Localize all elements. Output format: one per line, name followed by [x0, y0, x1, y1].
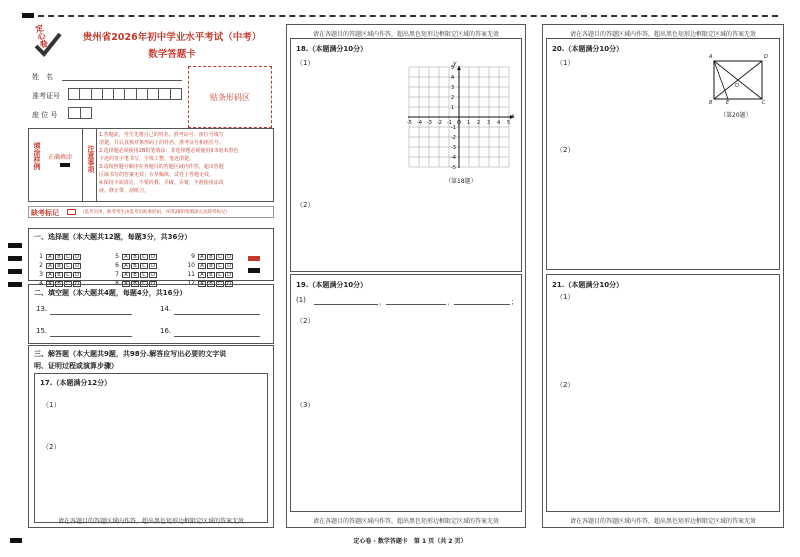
q20-point-label: D [764, 54, 768, 60]
timing-mark [8, 256, 22, 261]
y-tick-label: 2 [451, 95, 455, 101]
missing-note: （监考员用，缺考考生由监考员贴条形码，并用2B铅笔填涂左边缺考标记） [80, 210, 230, 215]
option-bubble[interactable]: D [149, 272, 157, 278]
question-number: 6 [115, 262, 119, 269]
option-bubble[interactable]: C [64, 254, 72, 260]
mc-row [110, 255, 170, 269]
section3-title-2: 明、证明过程或演算步骤） [34, 362, 118, 370]
logo-text: 定心卷 [34, 23, 49, 49]
option-bubble[interactable]: C [140, 254, 148, 260]
q17-part: （1） [42, 401, 61, 409]
note-line: 字迹的签字笔书写，字体工整、笔迹清楚。 [99, 156, 195, 162]
option-bubble[interactable]: D [149, 281, 157, 287]
q19-blank-1[interactable] [314, 304, 378, 305]
option-bubble[interactable]: D [73, 254, 81, 260]
exam-id-boxes[interactable] [68, 88, 182, 100]
option-bubble[interactable]: B [131, 272, 139, 278]
q19-blank-2[interactable] [386, 304, 446, 305]
note-line: 3.请按照题号顺序在各题目的答题区域内作答，超出答题 [99, 164, 224, 170]
mc-row [110, 246, 170, 260]
option-bubble[interactable]: D [73, 263, 81, 269]
section1-title: 一、选择题（本大题共12题，每题3分，共36分） [34, 233, 192, 241]
x-tick-label: -1 [447, 120, 452, 126]
x-tick-label: -5 [407, 120, 412, 126]
blank-answer-line[interactable] [50, 314, 132, 315]
card-title: 贵州省2026年初中学业水平考试（中考） [82, 32, 262, 43]
option-bubble[interactable]: B [55, 263, 63, 269]
top-timing-bar [38, 15, 778, 17]
question-number: 1 [39, 253, 43, 260]
mc-row [186, 246, 246, 260]
y-tick-label: -1 [451, 125, 456, 131]
fill-example-label: 填涂样例 [33, 142, 41, 170]
option-bubble[interactable]: C [64, 263, 72, 269]
note-line: 清楚，并认真核对条形码上的姓名、准考证号和座位号。 [99, 140, 225, 146]
q19-part: （3） [296, 401, 315, 409]
notes-list [99, 131, 271, 195]
notes-label: 注意事项 [87, 145, 95, 173]
option-bubble[interactable]: D [225, 263, 233, 269]
barcode-label: 贴条形码区 [210, 92, 250, 102]
q20-title: 20.（本题满分10分） [552, 45, 624, 53]
q21-part: （2） [556, 381, 575, 389]
question-number: 4 [39, 280, 43, 287]
q21-answer-area[interactable] [546, 274, 780, 512]
option-bubble[interactable]: A [46, 263, 54, 269]
check-icon [30, 24, 64, 58]
y-tick-label: -3 [451, 145, 456, 151]
logo [30, 24, 64, 58]
q17-title: 17.（本题满分12分） [40, 379, 112, 387]
option-bubble[interactable]: D [225, 281, 233, 287]
y-tick-label: 1 [451, 105, 455, 111]
option-bubble[interactable]: A [122, 272, 130, 278]
mc-row [110, 264, 170, 278]
option-bubble[interactable]: D [149, 254, 157, 260]
question-number: 7 [115, 271, 119, 278]
x-tick-label: 4 [497, 120, 501, 126]
option-bubble[interactable]: C [140, 281, 148, 287]
option-bubble[interactable]: B [55, 281, 63, 287]
q18-title: 18.（本题满分10分） [296, 45, 368, 53]
option-bubble[interactable]: B [207, 281, 215, 287]
question-number: 11 [187, 271, 195, 278]
question-number: 3 [39, 271, 43, 278]
q20-point-label: E [726, 100, 730, 106]
option-bubble[interactable]: A [198, 281, 206, 287]
option-bubble[interactable]: A [122, 254, 130, 260]
question-number: 9 [191, 253, 195, 260]
q18-y-label: y [453, 60, 457, 67]
mc-group [110, 246, 170, 287]
mc-group [34, 246, 94, 287]
page-footer: 定心卷 · 数学答题卡 第 1 页（共 2 页） [353, 538, 467, 545]
y-tick-label: -5 [451, 165, 456, 171]
warning-text: 请在各题目的答题区域内作答，超出黑色矩形边框限定区域的答案无效 [312, 31, 499, 38]
comma: ， [379, 298, 386, 306]
timing-mark [8, 243, 22, 248]
option-bubble[interactable]: C [216, 272, 224, 278]
q18-coordinate-grid [404, 62, 518, 172]
option-bubble[interactable]: B [131, 254, 139, 260]
blank-label: 15. [36, 327, 48, 335]
blank-label: 13. [36, 305, 48, 313]
option-bubble[interactable]: B [207, 263, 215, 269]
warning-text: 请在各题目的答题区域内作答，超出黑色矩形边框限定区域的答案无效 [57, 518, 244, 525]
timing-mark [8, 269, 22, 274]
x-tick-label: -2 [437, 120, 442, 126]
x-tick-label: 3 [487, 120, 491, 126]
option-bubble[interactable]: A [46, 281, 54, 287]
note-line: 4.保持卡面清洁，不要折叠、弄破、弄皱，不准使用涂改 [99, 180, 224, 186]
note-line: 液、修正带、刮纸刀。 [99, 188, 150, 194]
question-number: 5 [115, 253, 119, 260]
option-bubble[interactable]: A [122, 281, 130, 287]
warning-text: 请在各题目的答题区域内作答，超出黑色矩形边框限定区域的答案无效 [569, 518, 756, 525]
mc-row [186, 255, 246, 269]
x-tick-label: 5 [507, 120, 511, 126]
semicolon: ； [511, 298, 518, 306]
seat-boxes[interactable] [68, 107, 92, 119]
option-bubble[interactable]: C [140, 272, 148, 278]
q20-figure [706, 56, 768, 106]
question-number: 8 [115, 280, 119, 287]
color-marker-black [248, 268, 260, 273]
blank-label: 14. [160, 305, 172, 313]
option-bubble[interactable]: C [216, 254, 224, 260]
warning-text: 请在各题目的答题区域内作答，超出黑色矩形边框限定区域的答案无效 [569, 31, 756, 38]
q20-point-label: A [709, 54, 713, 60]
mc-group [186, 246, 246, 287]
option-bubble[interactable]: D [149, 263, 157, 269]
q19-answer-area[interactable] [290, 274, 522, 512]
q20-point-label: C [762, 100, 766, 106]
exam-id-label: 准考证号 [32, 92, 60, 100]
q20-caption: （第20题） [720, 112, 752, 119]
option-bubble[interactable]: B [207, 272, 215, 278]
timing-mark [8, 282, 22, 287]
y-axis-arrow [457, 66, 461, 70]
question-number: 12 [187, 280, 195, 287]
y-tick-label: -4 [451, 155, 456, 161]
option-bubble[interactable]: D [225, 254, 233, 260]
option-bubble[interactable]: A [198, 272, 206, 278]
comma: ， [447, 298, 454, 306]
y-tick-label: 4 [451, 75, 455, 81]
q19-title: 19.（本题满分10分） [296, 281, 368, 289]
option-bubble[interactable]: A [46, 254, 54, 260]
missing-label: 缺考标记 [31, 209, 59, 217]
q21-title: 21.（本题满分10分） [552, 281, 624, 289]
mc-row [34, 246, 94, 260]
mc-row [186, 264, 246, 278]
option-bubble[interactable]: C [64, 281, 72, 287]
option-bubble[interactable]: D [73, 272, 81, 278]
mc-row [34, 255, 94, 269]
option-bubble[interactable]: A [46, 272, 54, 278]
x-tick-label: 2 [477, 120, 481, 126]
q18-part: （1） [296, 59, 315, 67]
option-bubble[interactable]: B [131, 263, 139, 269]
barcode-area [188, 66, 272, 128]
q21-part: （1） [556, 293, 575, 301]
question-number: 2 [39, 262, 43, 269]
q20-part: （1） [556, 59, 575, 67]
timing-mark [22, 13, 34, 18]
fill-correct-label: 正确填涂 [48, 154, 73, 161]
color-marker-red [248, 256, 260, 261]
y-tick-label: 3 [451, 85, 455, 91]
timing-mark [10, 538, 22, 543]
option-bubble[interactable]: C [140, 263, 148, 269]
q20-part: （2） [556, 146, 575, 154]
q20-point-label: B [709, 100, 713, 106]
divider [96, 128, 97, 202]
q19-blank-3[interactable] [454, 304, 510, 305]
option-bubble[interactable]: B [55, 272, 63, 278]
name-field[interactable] [62, 80, 182, 81]
x-tick-label: -4 [417, 120, 422, 126]
blank-label: 16. [160, 327, 172, 335]
q18-caption: （第18题） [445, 178, 477, 185]
blank-answer-line[interactable] [50, 336, 132, 337]
option-bubble[interactable]: A [198, 254, 206, 260]
q19-part: （2） [296, 317, 315, 325]
q17-part: （2） [42, 443, 61, 451]
missing-checkbox[interactable] [67, 209, 76, 215]
divider [82, 128, 83, 202]
section2-title: 二、填空题（本大题共4题，每题4分，共16分） [34, 289, 187, 297]
note-line: 1.答题前，考生先将自己的姓名、准考证号、座位号填写 [99, 132, 224, 138]
question-number: 10 [187, 262, 195, 269]
q17-answer-area[interactable] [34, 373, 268, 523]
blank-answer-line[interactable] [174, 314, 260, 315]
note-line: 区域书写的答案无效；在草稿纸、试卷上答题无效。 [99, 172, 215, 178]
name-label: 姓 名 [32, 73, 53, 81]
option-bubble[interactable]: D [225, 272, 233, 278]
option-bubble[interactable]: B [131, 281, 139, 287]
note-line: 2.选择题必须使用2B铅笔填涂；非选择题必须使用0.5毫米黑色 [99, 148, 239, 154]
blank-answer-line[interactable] [174, 336, 260, 337]
x-tick-label: -3 [427, 120, 432, 126]
x-tick-label: O [457, 120, 461, 126]
mc-row [34, 273, 94, 287]
option-bubble[interactable]: D [73, 281, 81, 287]
option-bubble[interactable]: B [55, 254, 63, 260]
option-bubble[interactable]: B [207, 254, 215, 260]
fill-sample [60, 163, 70, 167]
q20-point-label: O [735, 83, 739, 89]
y-tick-label: 5 [451, 65, 455, 71]
mc-row [110, 273, 170, 287]
option-bubble[interactable]: A [198, 263, 206, 269]
section3-title: 三、解答题（本大题共9题，共98分.解答应写出必要的文字说 [34, 350, 227, 358]
mc-row [34, 264, 94, 278]
x-tick-label: 1 [467, 120, 471, 126]
q18-x-label: x [511, 113, 515, 120]
option-bubble[interactable]: C [216, 281, 224, 287]
option-bubble[interactable]: C [216, 263, 224, 269]
seat-label: 座 位 号 [32, 111, 58, 119]
warning-text: 请在各题目的答题区域内作答，超出黑色矩形边框限定区域的答案无效 [312, 518, 499, 525]
q18-part: （2） [296, 201, 315, 209]
q19-blank-prefix: (1) [296, 296, 306, 304]
mc-row [186, 273, 246, 287]
card-subtitle: 数学答题卡 [148, 49, 196, 60]
y-tick-label: -2 [451, 135, 456, 141]
option-bubble[interactable]: A [122, 263, 130, 269]
option-bubble[interactable]: C [64, 272, 72, 278]
